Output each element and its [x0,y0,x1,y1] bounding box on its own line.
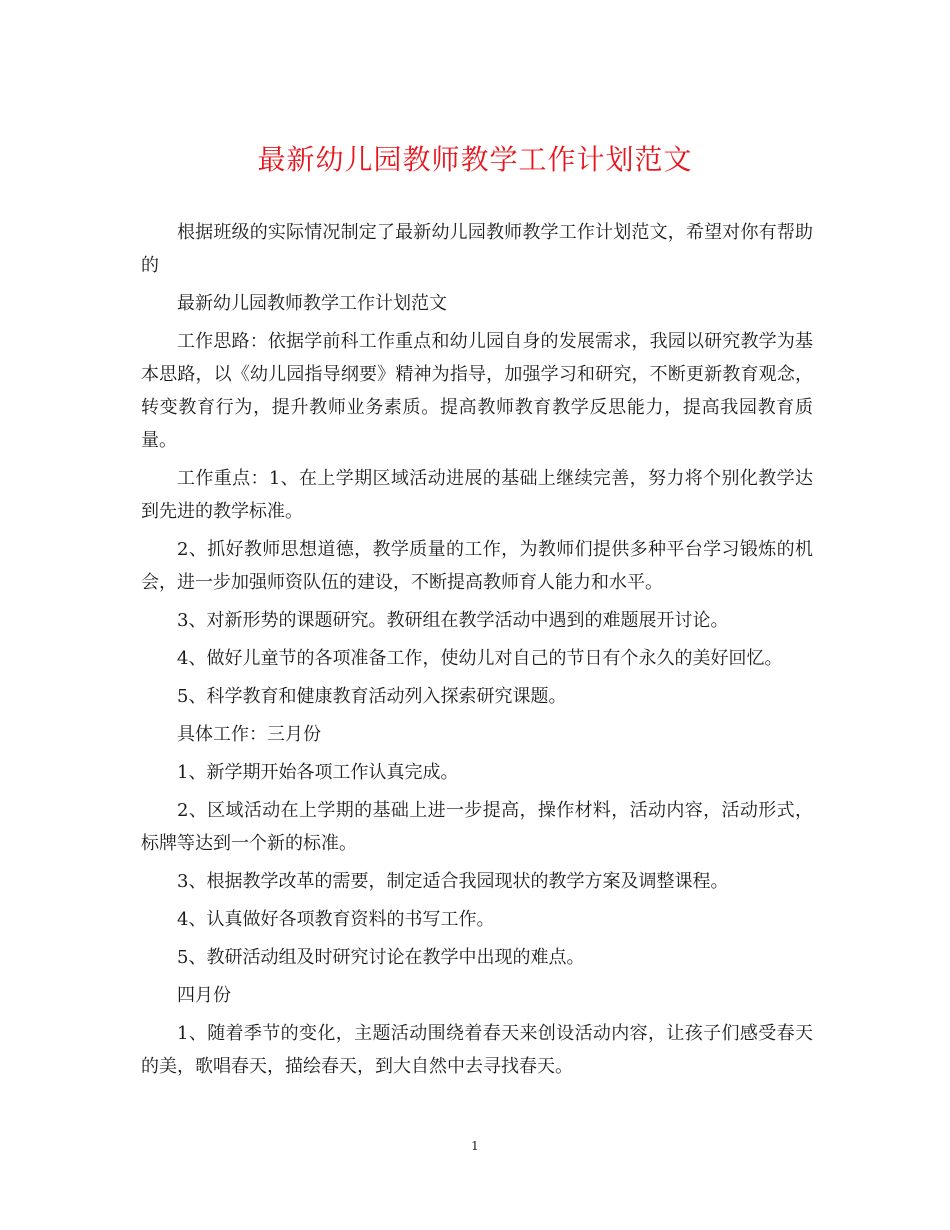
paragraph-march-1: 1、新学期开始各项工作认真完成。 [177,762,459,783]
paragraph-april-heading: 四月份 [177,985,231,1006]
paragraph-work-focus-4: 4、做好儿童节的各项准备工作，使幼儿对自己的节日有个永久的美好回忆。 [177,648,783,669]
paragraph-march-5: 5、教研活动组及时研究讨论在教学中出现的难点。 [177,947,585,968]
paragraph-work-focus-5: 5、科学教育和健康教育活动列入探索研究课题。 [177,686,567,707]
paragraph-march-2: 2、区域活动在上学期的基础上进一步提高，操作材料，活动内容，活动形式，标牌等达到一个新的标准。 [141,800,813,854]
paragraph-work-focus-3: 3、对新形势的课题研究。教研组在教学活动中遇到的难题展开讨论。 [177,610,729,631]
paragraph-work-focus-2: 2、抓好教师思想道德，教学质量的工作，为教师们提供多种平台学习锻炼的机会，进一步加强师资队伍的建设，不断提高教师育人能力和水平。 [141,539,813,593]
page-number: 1 [471,1139,479,1153]
paragraph-intro: 根据班级的实际情况制定了最新幼儿园教师教学工作计划范文，希望对你有帮助的 [141,222,813,276]
paragraph-work-approach: 工作思路：依据学前科工作重点和幼儿园自身的发展需求，我园以研究教学为基本思路，以《幼儿园指导纲要》精神为指导，加强学习和研究，不断更新教育观念，转变教育行为，提升教师业务素质。提高教师教育教学反思能力，提高我园教育质量。 [141,331,813,451]
paragraph-march-3: 3、根据教学改革的需要，制定适合我园现状的教学方案及调整课程。 [177,871,729,892]
paragraph-subtitle: 最新幼儿园教师教学工作计划范文 [177,293,447,314]
paragraph-april-1: 1、随着季节的变化，主题活动围绕着春天来创设活动内容，让孩子们感受春天的美，歌唱春天，描绘春天，到大自然中去寻找春天。 [141,1023,813,1077]
paragraph-march-4: 4、认真做好各项教育资料的书写工作。 [177,909,495,930]
document-title: 最新幼儿园教师教学工作计划范文 [257,143,693,176]
paragraph-march-heading: 具体工作：三月份 [177,724,321,745]
document-body [141,216,813,1083]
paragraph-work-focus-1: 工作重点：1、在上学期区域活动进展的基础上继续完善，努力将个别化教学达到先进的教学标准。 [141,468,813,522]
